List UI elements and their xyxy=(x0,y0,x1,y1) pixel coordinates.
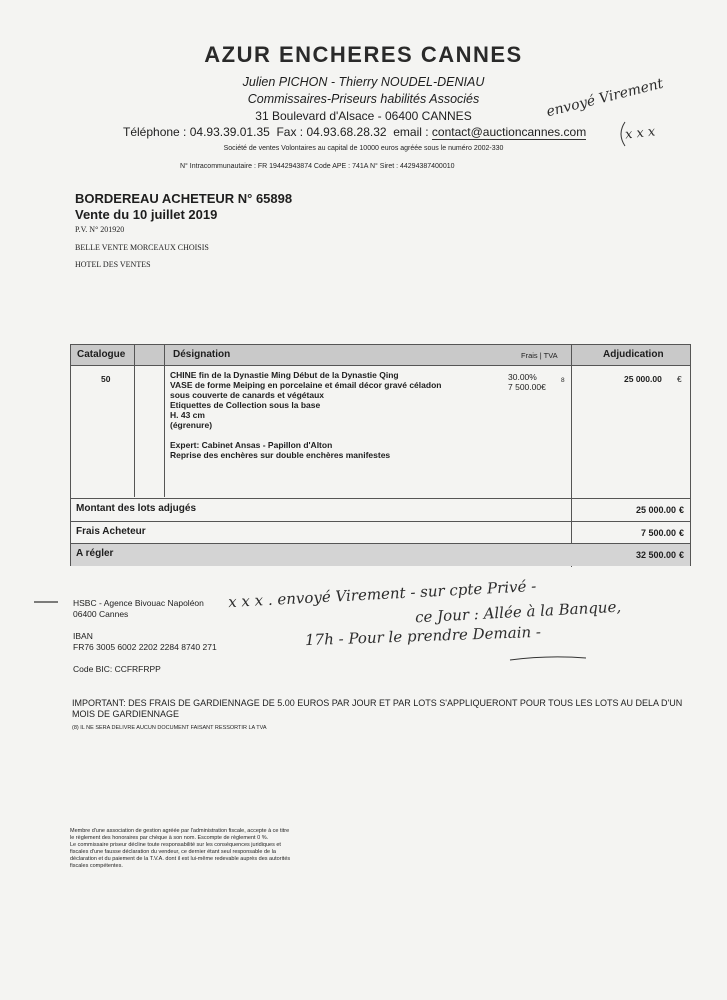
invoice-table xyxy=(70,344,691,566)
email-label: email : xyxy=(393,125,429,139)
auctioneer-role: Commissaires-Priseurs habilités Associés xyxy=(247,92,480,106)
bank-city: 06400 Cannes xyxy=(73,609,129,619)
company-name: AZUR ENCHERES CANNES xyxy=(204,42,523,67)
sale-venue: HOTEL DES VENTES xyxy=(75,260,151,269)
email-link[interactable]: contact@auctioncannes.com xyxy=(431,125,587,139)
buyer-fees-row xyxy=(71,521,690,544)
phone: Téléphone : 04.93.39.01.35 xyxy=(123,125,270,139)
amount-due-label: A régler xyxy=(76,548,114,559)
society-info: Société de ventes Volontaires au capital de 10000 euros agréée sous le numéro 2002-330 xyxy=(223,145,504,152)
header-catalogue: Catalogue xyxy=(77,349,126,360)
auctioneer-names: Julien PICHON - Thierry NOUDEL-DENIAU xyxy=(242,75,485,89)
sale-name: BELLE VENTE MORCEAUX CHOISIS xyxy=(75,243,209,252)
legal-footer xyxy=(70,828,370,870)
amount-due-row xyxy=(71,543,690,566)
buyer-fees-value: 7 500.00 xyxy=(640,528,676,538)
designation-line: VASE de forme Meiping en porcelaine et émail décor gravé céladon xyxy=(170,380,442,390)
handwritten-underline-icon xyxy=(508,653,588,663)
total-lots-value: 25 000.00 xyxy=(635,505,676,515)
handwritten-line-3: 17h - Pour le prendre Demain - xyxy=(304,622,542,650)
designation-line: Reprise des enchères sur double enchères manifestes xyxy=(170,450,391,460)
header-frais: Frais | TVA xyxy=(521,351,558,360)
handwritten-line-1: x x x . envoyé Virement - sur cpte Privé - xyxy=(227,576,537,612)
handwritten-top-note: envoyé Virement xyxy=(544,75,665,121)
total-lots-row xyxy=(71,498,690,521)
company-address: 31 Boulevard d'Alsace - 06400 CANNES xyxy=(255,109,472,123)
bic-code: Code BIC: CCFRFRPP xyxy=(73,664,161,674)
footer-line: fiscales compétentes. xyxy=(70,863,123,869)
row-frais-pct: 30.00% xyxy=(508,372,537,382)
row-currency: € xyxy=(677,374,682,384)
bank-name: HSBC - Agence Bivouac Napoléon xyxy=(73,598,204,608)
designation-line: Expert: Cabinet Ansas - Papillon d'Alton xyxy=(170,440,333,450)
designation-line: H. 43 cm xyxy=(170,410,205,420)
designation-line: sous couverte de canards et végétaux xyxy=(170,390,325,400)
iban-value: FR76 3005 6002 2202 2284 8740 271 xyxy=(73,642,217,652)
row-designation xyxy=(170,370,441,460)
buyer-fees-label: Frais Acheteur xyxy=(76,526,146,537)
iban-label: IBAN xyxy=(73,631,93,641)
handwritten-line-2: ce Jour : Allée à la Banque, xyxy=(414,597,622,627)
designation-line: Etiquettes de Collection sous la base xyxy=(170,400,321,410)
row-catalogue: 50 xyxy=(101,374,111,384)
handwritten-top-marks: x x x xyxy=(624,124,656,143)
row-tva-code: 8 xyxy=(561,377,565,384)
header-adjudication: Adjudication xyxy=(603,349,664,360)
handwritten-bracket-icon xyxy=(615,120,627,148)
tax-ids: N° Intracommunautaire : FR 19442943874 Code APE : 741A N° Siret : 44294387400010 xyxy=(180,163,455,170)
row-adjudication: 25 000.00 xyxy=(624,374,662,384)
buyer-fees-currency: € xyxy=(678,528,684,538)
storage-fee-notice: IMPORTANT: DES FRAIS DE GARDIENNAGE DE 5.00 EUROS PAR JOUR ET PAR LOTS S'APPLIQUERONT POUR TOUS LES LOTS AU DELA D'UN MOIS DE GARDIENNAGE xyxy=(72,698,683,719)
designation-line: CHINE fin de la Dynastie Ming Début de la Dynastie Qing xyxy=(170,370,399,380)
total-lots-currency: € xyxy=(678,505,684,515)
footer-line: fiscales d'une fausse déclaration du vendeur, ce dernier étant seul responsable de la xyxy=(70,849,276,855)
amount-due-value: 32 500.00 xyxy=(635,550,676,560)
header-designation: Désignation xyxy=(173,349,231,360)
designation-line: (égrenure) xyxy=(170,420,213,430)
footer-line: déclaration et du paiement de la T.V.A. dont il est lui-même redevable auprès des autorités xyxy=(70,856,291,862)
amount-due-currency: € xyxy=(678,550,684,560)
col-divider xyxy=(134,345,135,497)
tva-note: (8) IL NE SERA DELIVRE AUCUN DOCUMENT FAISANT RESSORTIR LA TVA xyxy=(72,725,267,731)
row-frais-amount: 7 500.00€ xyxy=(508,382,546,392)
footer-line: Membre d'une association de gestion agréée par l'administration fiscale, accepte à ce titre xyxy=(70,828,290,834)
col-divider xyxy=(164,345,165,497)
sale-date: Vente du 10 juillet 2019 xyxy=(75,207,218,222)
bordereau-number: BORDEREAU ACHETEUR N° 65898 xyxy=(75,191,293,206)
total-lots-label: Montant des lots adjugés xyxy=(76,503,197,514)
contact-line xyxy=(123,125,586,139)
handwritten-dash-icon xyxy=(33,599,59,605)
pv-number: P.V. N° 201920 xyxy=(75,225,125,234)
footer-line: le règlement des honoraires par chèque à son nom. Escompte de règlement 0 %. xyxy=(70,835,269,841)
fax: Fax : 04.93.68.28.32 xyxy=(276,125,387,139)
footer-line: Le commissaire priseur décline toute responsabilité sur les conséquences juridiques et xyxy=(70,842,281,848)
designation-line xyxy=(170,430,441,440)
